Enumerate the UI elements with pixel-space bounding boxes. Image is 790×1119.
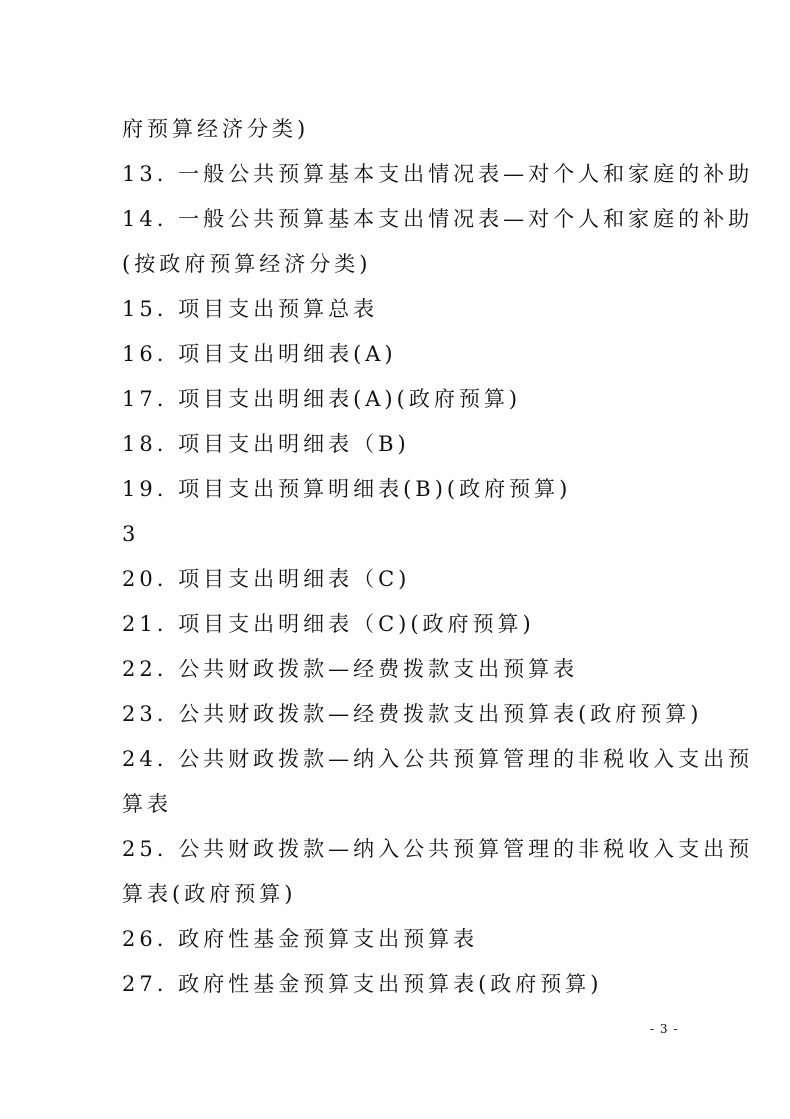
toc-line: 22. 公共财政拨款—经费拨款支出预算表 <box>122 657 579 681</box>
toc-line: 23. 公共财政拨款—经费拨款支出预算表(政府预算) <box>122 702 703 726</box>
toc-line: 18. 项目支出明细表（B) <box>122 432 410 456</box>
toc-line: 17. 项目支出明细表(A)(政府预算) <box>122 387 522 411</box>
toc-line: 算表 <box>122 792 172 816</box>
toc-line: 26. 政府性基金预算支出预算表 <box>122 927 479 951</box>
toc-line: (按政府预算经济分类) <box>122 252 372 276</box>
toc-line: 25. 公共财政拨款—纳入公共预算管理的非税收入支出预 <box>122 837 754 861</box>
toc-line: 3 <box>122 522 140 546</box>
toc-line: 府预算经济分类) <box>122 117 310 141</box>
toc-line: 15. 项目支出预算总表 <box>122 297 379 321</box>
toc-line: 21. 项目支出明细表（C)(政府预算) <box>122 612 535 636</box>
toc-line: 14. 一般公共预算基本支出情况表—对个人和家庭的补助 <box>122 207 754 231</box>
toc-line: 27. 政府性基金预算支出预算表(政府预算) <box>122 972 603 996</box>
toc-line: 20. 项目支出明细表（C) <box>122 567 411 591</box>
toc-line: 13. 一般公共预算基本支出情况表—对个人和家庭的补助 <box>122 162 754 186</box>
toc-line: 19. 项目支出预算明细表(B)(政府预算) <box>122 477 572 501</box>
toc-line: 算表(政府预算) <box>122 882 297 906</box>
page-number: - 3 - <box>650 1022 679 1036</box>
toc-line: 24. 公共财政拨款—纳入公共预算管理的非税收入支出预 <box>122 747 754 771</box>
toc-line: 16. 项目支出明细表(A) <box>122 342 397 366</box>
